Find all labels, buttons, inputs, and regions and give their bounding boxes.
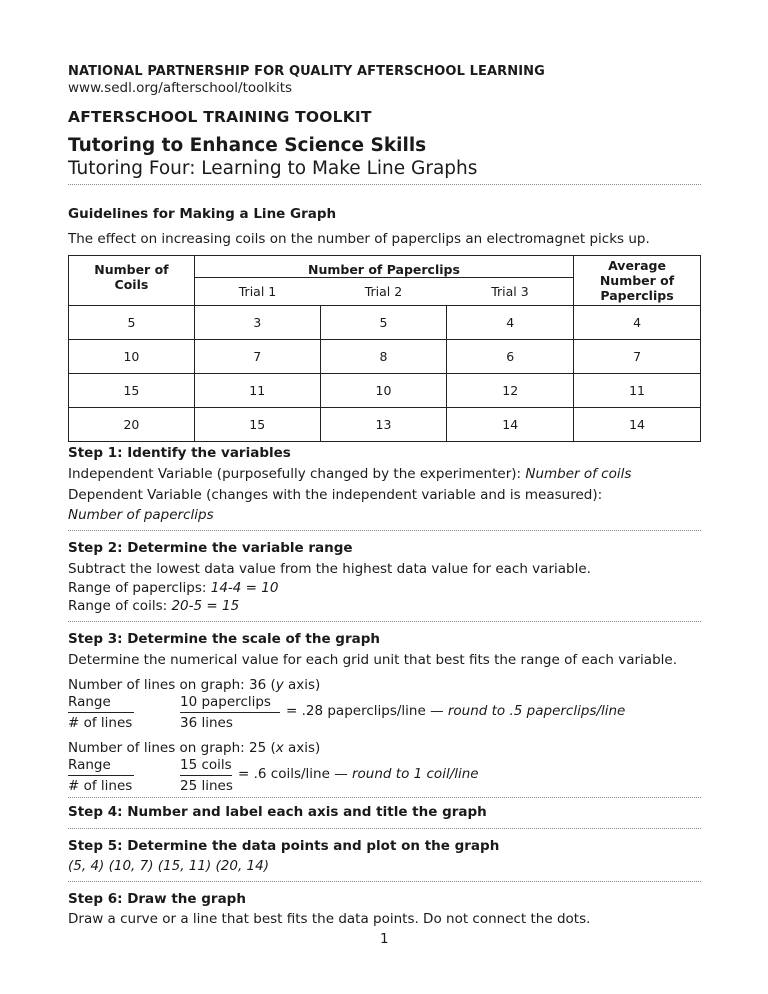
step3-text: Determine the numerical value for each grid unit that best fits the range of each variable. bbox=[68, 652, 677, 668]
x-range-word: Range bbox=[68, 757, 111, 773]
table-row bbox=[69, 374, 701, 408]
y-denominator: 36 lines bbox=[180, 715, 233, 731]
y-range-word: Range bbox=[68, 694, 111, 710]
table-cell: 4 bbox=[574, 306, 701, 340]
table-cell: 8 bbox=[320, 340, 447, 374]
step1-heading: Step 1: Identify the variables bbox=[68, 445, 291, 461]
toolkit-title: AFTERSCHOOL TRAINING TOOLKIT bbox=[68, 108, 372, 126]
x-numerator: 15 coils bbox=[180, 757, 232, 773]
header-paperclips: Number of Paperclips bbox=[194, 256, 573, 278]
table-cell: 11 bbox=[194, 374, 320, 408]
step3-heading: Step 3: Determine the scale of the graph bbox=[68, 631, 381, 647]
x-result: = .6 coils/line — round to 1 coil/line bbox=[238, 766, 479, 782]
table-cell: 10 bbox=[320, 374, 447, 408]
divider bbox=[68, 881, 701, 882]
fraction-bar bbox=[68, 775, 134, 776]
step1-dv-label: Dependent Variable (changes with the independent variable and is measured): bbox=[68, 487, 603, 503]
table-cell: 10 bbox=[69, 340, 195, 374]
table-cell: 4 bbox=[447, 306, 574, 340]
table-cell: 6 bbox=[447, 340, 574, 374]
step1-iv: Independent Variable (purposefully changed by the experimenter): Number of coils bbox=[68, 466, 632, 482]
table-cell: 13 bbox=[320, 408, 447, 442]
y-numerator: 10 paperclips bbox=[180, 694, 271, 710]
table-row bbox=[69, 340, 701, 374]
table-cell: 5 bbox=[69, 306, 195, 340]
divider bbox=[68, 530, 701, 531]
header-coils: Number of Coils bbox=[69, 256, 195, 306]
table-cell: 15 bbox=[69, 374, 195, 408]
step5-heading: Step 5: Determine the data points and plot on the graph bbox=[68, 838, 500, 854]
step2-clips: Range of paperclips: 14-4 = 10 bbox=[68, 580, 279, 596]
step4-heading: Step 4: Number and label each axis and title the graph bbox=[68, 804, 487, 820]
site-url[interactable]: www.sedl.org/afterschool/toolkits bbox=[68, 80, 293, 96]
divider bbox=[68, 797, 701, 798]
x-lines-word: # of lines bbox=[68, 778, 133, 794]
y-result: = .28 paperclips/line — round to .5 paperclips/line bbox=[286, 703, 626, 719]
table-cell: 20 bbox=[69, 408, 195, 442]
table-cell: 12 bbox=[447, 374, 574, 408]
step5-points: (5, 4) (10, 7) (15, 11) (20, 14) bbox=[68, 858, 269, 874]
y-lines-word: # of lines bbox=[68, 715, 133, 731]
step6-text: Draw a curve or a line that best fits the data points. Do not connect the dots. bbox=[68, 911, 591, 927]
divider bbox=[68, 828, 701, 829]
step3-x-lines: Number of lines on graph: 25 (x axis) bbox=[68, 740, 321, 756]
divider bbox=[68, 184, 701, 185]
data-table bbox=[68, 255, 701, 442]
section-title: Guidelines for Making a Line Graph bbox=[68, 206, 337, 222]
table-cell: 14 bbox=[447, 408, 574, 442]
fraction-bar bbox=[68, 712, 134, 713]
table-cell: 11 bbox=[574, 374, 701, 408]
page-subtitle: Tutoring Four: Learning to Make Line Graphs bbox=[68, 158, 478, 179]
fraction-bar bbox=[180, 775, 232, 776]
header-average: Average Number of Paperclips bbox=[574, 256, 701, 306]
header-trial: Trial 1 bbox=[194, 278, 320, 306]
header-trial: Trial 2 bbox=[320, 278, 447, 306]
step2-heading: Step 2: Determine the variable range bbox=[68, 540, 353, 556]
step2-text: Subtract the lowest data value from the highest data value for each variable. bbox=[68, 561, 591, 577]
table-cell: 3 bbox=[194, 306, 320, 340]
org-name: NATIONAL PARTNERSHIP FOR QUALITY AFTERSCHOOL LEARNING bbox=[68, 64, 545, 79]
page-title: Tutoring to Enhance Science Skills bbox=[68, 135, 427, 156]
step3-y-lines: Number of lines on graph: 36 (y axis) bbox=[68, 677, 321, 693]
step1-dv-value: Number of paperclips bbox=[68, 507, 214, 523]
table-cell: 5 bbox=[320, 306, 447, 340]
step2-coils: Range of coils: 20-5 = 15 bbox=[68, 598, 240, 614]
table-cell: 15 bbox=[194, 408, 320, 442]
divider bbox=[68, 621, 701, 622]
table-cell: 7 bbox=[574, 340, 701, 374]
table-cell: 14 bbox=[574, 408, 701, 442]
fraction-bar bbox=[180, 712, 280, 713]
x-denominator: 25 lines bbox=[180, 778, 233, 794]
page-number: 1 bbox=[380, 931, 389, 947]
step6-heading: Step 6: Draw the graph bbox=[68, 891, 246, 907]
header-trial: Trial 3 bbox=[447, 278, 574, 306]
table-cell: 7 bbox=[194, 340, 320, 374]
table-caption: The effect on increasing coils on the number of paperclips an electromagnet picks up. bbox=[68, 231, 650, 247]
table-row bbox=[69, 408, 701, 442]
table-row bbox=[69, 306, 701, 340]
